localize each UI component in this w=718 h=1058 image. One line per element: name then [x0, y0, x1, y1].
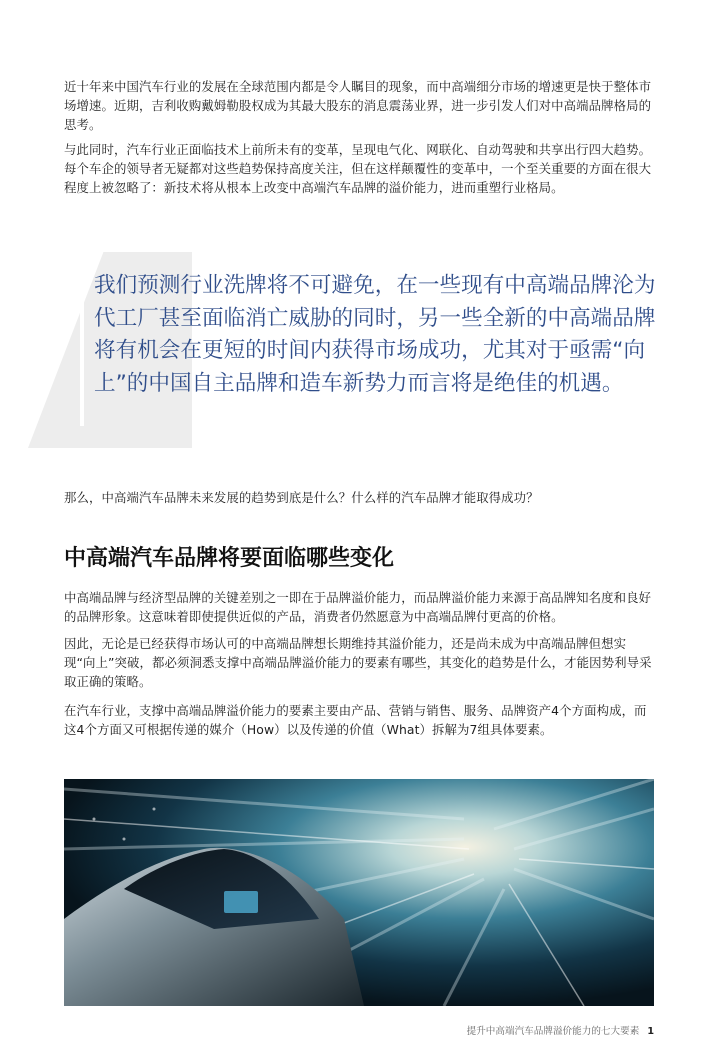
footer-title: 提升中高端汽车品牌溢价能力的七大要素: [466, 1026, 640, 1037]
section-heading: 中高端汽车品牌将要面临哪些变化: [64, 546, 395, 571]
body-paragraph-3: 在汽车行业，支撑中高端品牌溢价能力的要素主要由产品、营销与销售、服务、品牌资产4个方面构成，而这4个方面又可根据传递的媒介（How）以及传递的价值（What）拆解为7组具体要素。: [64, 703, 647, 737]
body-paragraph-2: 因此，无论是已经获得市场认可的中高端品牌想长期维持其溢价能力，还是尚未成为中高端品牌但想实现“向上”突破，都必须洞悉支撑中高端品牌溢价能力的要素有哪些，其变化的趋势是什么，才能因势利导采取正确的策略。: [64, 636, 652, 689]
quote-divider: [80, 270, 84, 426]
question-paragraph: 那么，中高端汽车品牌未来发展的趋势到底是什么？什么样的汽车品牌才能取得成功？: [64, 490, 539, 505]
body-paragraph-1: 中高端品牌与经济型品牌的关键差别之一即在于品牌溢价能力，而品牌溢价能力来源于高品牌知名度和良好的品牌形象。这意味着即使提供近似的产品，消费者仍然愿意为中高端品牌付更高的价格。: [64, 590, 652, 624]
intro-paragraph-2: 与此同时，汽车行业正面临技术上前所未有的变革，呈现电气化、网联化、自动驾驶和共享出行四大趋势。每个车企的领导者无疑都对这些趋势保持高度关注，但在这样颠覆性的变革中，一个至关重要的方面在很大程度上被忽略了：新技术将从根本上改变中高端汽车品牌的溢价能力，进而重塑行业格局。: [64, 142, 652, 195]
car-motion-photo: [64, 779, 654, 1006]
page-number: 1: [647, 1026, 654, 1037]
page-footer: [467, 1023, 654, 1037]
intro-paragraph-1: 近十年来中国汽车行业的发展在全球范围内都是令人瞩目的现象，而中高端细分市场的增速更是快于整体市场增速。近期，吉利收购戴姆勒股权成为其最大股东的消息震荡业界，进一步引发人们对中高端品牌格局的思考。: [64, 79, 652, 132]
pull-quote: 我们预测行业洗牌将不可避免，在一些现有中高端品牌沦为代工厂甚至面临消亡威胁的同时，另一些全新的中高端品牌将有机会在更短的时间内获得市场成功，尤其对于亟需“向上”的中国自主品牌和造车新势力而言将是绝佳的机遇。: [94, 273, 656, 396]
